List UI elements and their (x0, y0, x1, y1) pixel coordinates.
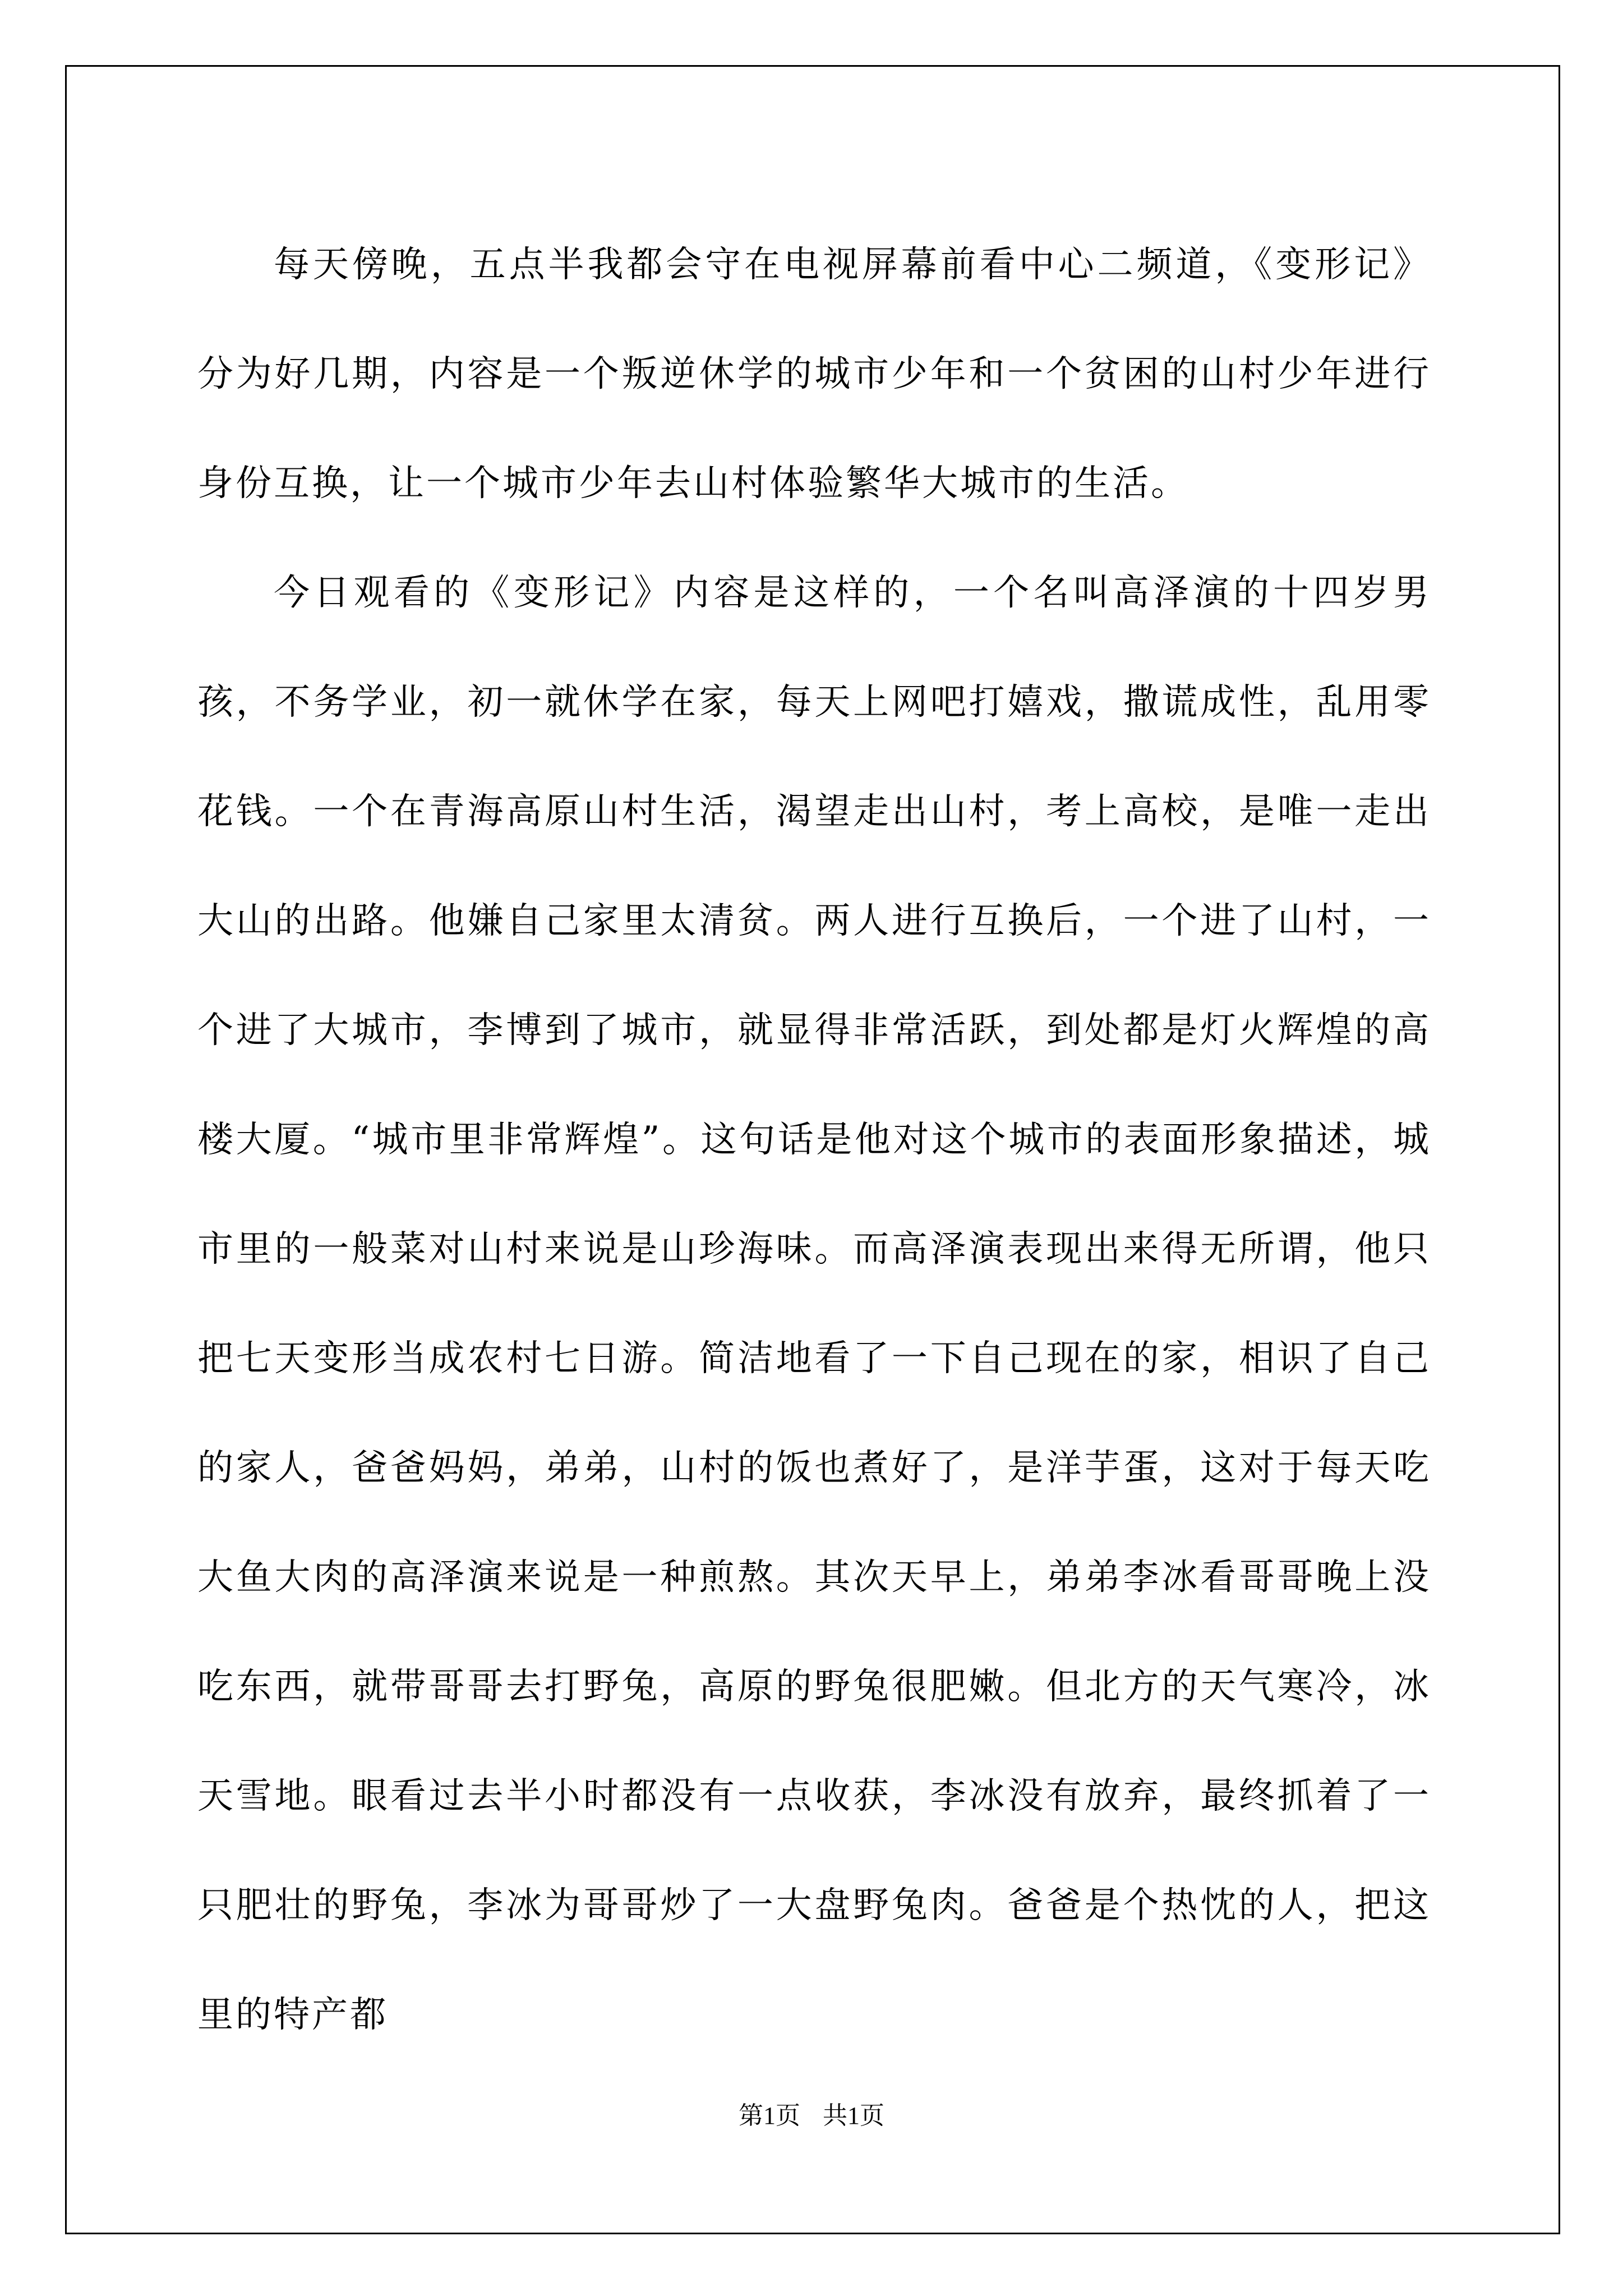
page-total: 共1页 (823, 2102, 884, 2129)
paragraph-2: 今日观看的《变形记》内容是这样的，一个名叫高泽演的十四岁男孩，不务学业，初一就休学在家，每天上网吧打嬉戏，撒谎成性，乱用零花钱。一个在青海高原山村生活，渴望走出山村，考上高校，是唯一走出大山的出路。他嫌自己家里太清贫。两人进行互换后，一个进了山村，一个进了大城市，李博到了城市，就显得非常活跃，到处都是灯火辉煌的高楼大厦。“城市里非常辉煌”。这句话是他对这个城市的表面形象描述，城市里的一般菜对山村来说是山珍海味。而高泽演表现出来得无所谓，他只把七天变形当成农村七日游。简洁地看了一下自己现在的家，相识了自己的家人，爸爸妈妈，弟弟，山村的饭也煮好了，是洋芋蛋，这对于每天吃大鱼大肉的高泽演来说是一种煎熬。其次天早上，弟弟李冰看哥哥晚上没吃东西，就带哥哥去打野兔，高原的野兔很肥嫩。但北方的天气寒冷，冰天雪地。眼看过去半小时都没有一点收获，李冰没有放弃，最终抓着了一只肥壮的野兔，李冰为哥哥炒了一大盘野兔肉。爸爸是个热忱的人，把这里的特产都 (197, 572, 1431, 2036)
page-footer (0, 2099, 1623, 2133)
document-body (197, 210, 1431, 2070)
paragraph-1: 每天傍晚，五点半我都会守在电视屏幕前看中心二频道，《变形记》分为好几期，内容是一个叛逆休学的城市少年和一个贫困的山村少年进行身份互换，让一个城市少年去山村体验繁华大城市的生活。 (197, 244, 1431, 504)
page-number: 第1页 (739, 2102, 800, 2129)
